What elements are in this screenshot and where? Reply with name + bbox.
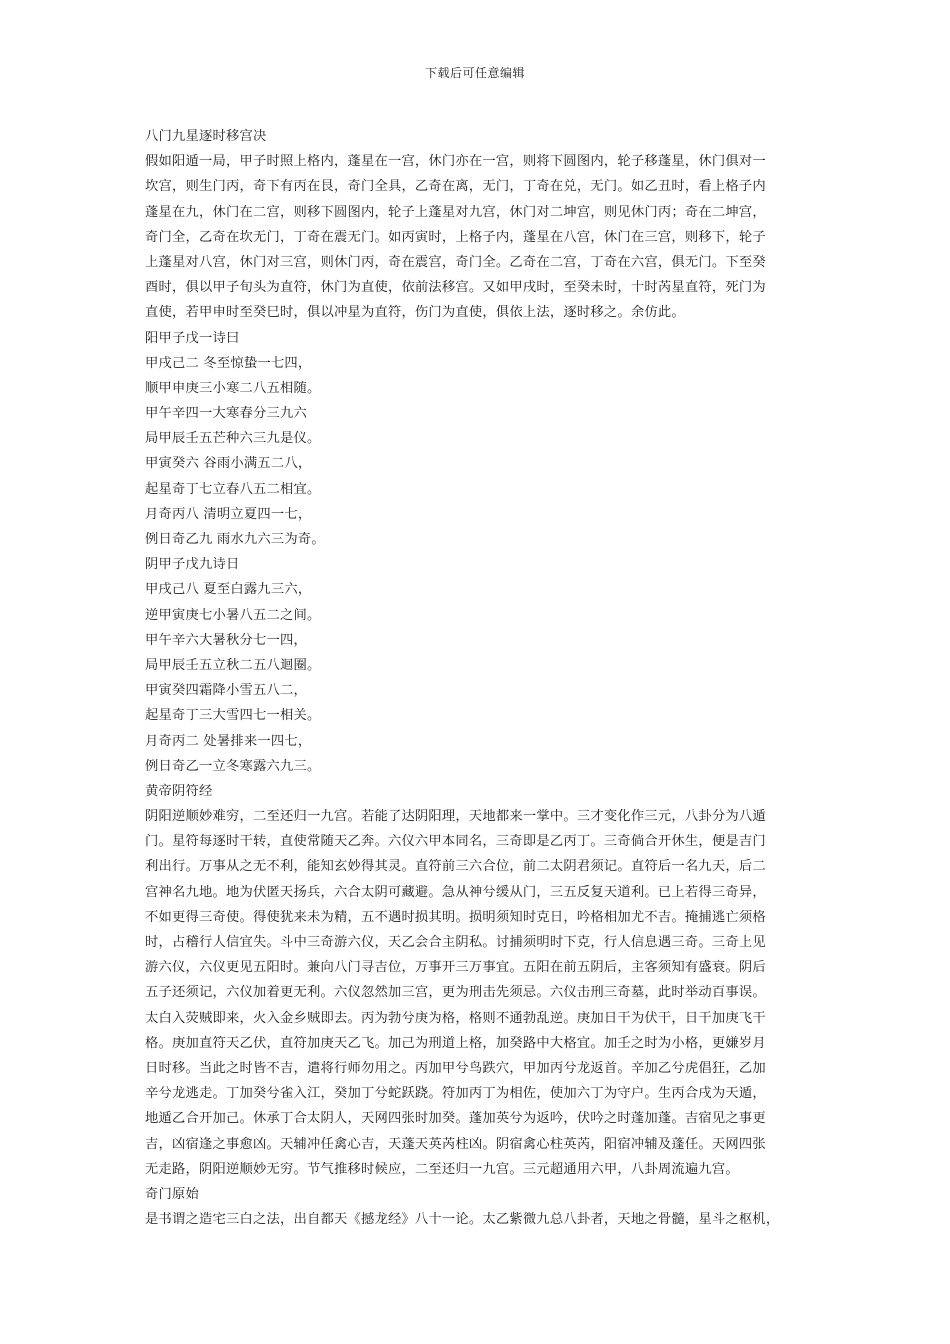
text-line: 辛兮龙逃走。丁加癸兮雀入江，癸加丁兮蛇跃跷。符加丙丁为相佐，使加六丁为守户。生丙合戌为天遁， — [145, 1086, 766, 1102]
text-line: 起星奇丁七立春八五二相宜。 — [145, 481, 321, 497]
text-line: 是书谓之造宅三白之法，出自都天《撼龙经》八十一论。太乙紫微九总八卦者，天地之骨髓，星斗之枢机， — [145, 1212, 780, 1228]
text-line: 不如更得三奇使。得使犹来未为精，五不遇时损其明。损明须知时克日，吟格相加尤不吉。掩捕逃亡须格 — [145, 909, 766, 925]
text-line: 甲午辛六大暑秋分七一四， — [145, 632, 307, 648]
text-line: 阴阳逆顺妙难穷，二至还归一九宫。若能了达阴阳理，天地都来一掌中。三才变化作三元，八卦分为八遁 — [145, 809, 766, 825]
text-line: 甲戌己八 夏至白露九三六， — [145, 582, 312, 598]
text-line: 逆甲寅庚七小暑八五二之间。 — [145, 607, 321, 623]
text-line: 顺甲申庚三小寒二八五相随。 — [145, 380, 321, 396]
document-body — [145, 124, 809, 1232]
text-line: 起星奇丁三大雪四七一相关。 — [145, 708, 321, 724]
text-line: 蓬星在九，休门在二宫，则移下圆图内，轮子上蓬星对九宫，休门对二坤宫，则见休门丙；奇在二坤宫， — [145, 204, 766, 220]
text-line: 奇门全，乙奇在坎无门，丁奇在震无门。如丙寅时，上格子内，蓬星在八宫，休门在三宫，则移下，轮子 — [145, 229, 766, 245]
text-line: 阴甲子戊九诗日 — [145, 557, 240, 573]
text-line: 例日奇乙九 雨水九六三为奇。 — [145, 532, 325, 547]
text-line: 时，占稽行人信宜失。斗中三奇游六仪，天乙会合主阴私。讨捕须明时下克，行人信息遇三奇。三奇上见 — [145, 935, 766, 950]
text-line: 假如阳遁一局，甲子时照上格内，蓬星在一宫，休门亦在一宫，则将下圆图内，轮子移蓬星，休门俱对一 — [145, 154, 766, 170]
text-line: 日时移。当此之时皆不吉，遣将行师勿用之。丙加甲兮鸟跌穴，甲加丙兮龙返首。辛加乙兮虎倡狂，乙加 — [145, 1060, 766, 1076]
text-line: 甲寅癸四霜降小雪五八二， — [145, 683, 307, 699]
text-line: 上蓬星对八宫，休门对三宫，则休门丙，奇在震宫，奇门全。乙奇在二宫，丁奇在六宫，俱无门。下至癸 — [145, 254, 766, 270]
text-line: 甲午辛四一大寒春分三九六 — [145, 406, 307, 422]
text-line: 太白入荧贼即来，火入金乡贼即去。丙为勃兮庚为格，格则不通勃乱逆。庚加日干为伏干，日干加庚飞干 — [145, 1010, 766, 1026]
text-line: 局甲辰壬五芒种六三九是仪。 — [145, 431, 321, 447]
text-line: 地遁乙合开加己。休承丁合太阴人，天网四张时加癸。蓬加英兮为返吟，伏吟之时蓬加蓬。吉宿见之事更 — [145, 1111, 766, 1127]
text-line: 八门九星逐时移宫决 — [145, 129, 267, 144]
page-header: 下载后可任意编辑 — [424, 66, 525, 80]
text-line: 月奇丙八 清明立夏四一七， — [145, 506, 312, 522]
text-line: 黄帝阴符经 — [145, 783, 213, 799]
text-line: 局甲辰壬五立秋二五八迴圈。 — [145, 657, 321, 673]
text-line: 月奇丙二 处暑排来一四七， — [145, 733, 312, 749]
text-line: 门。星符每逐时干转，直使常随天乙奔。六仪六甲本同名，三奇即是乙丙丁。三奇倘合开休生，便是吉门 — [145, 834, 766, 850]
text-line: 甲戌己二 冬至惊蛰一七四， — [145, 355, 312, 371]
text-line: 宫神名九地。地为伏匿天扬兵，六合太阴可藏避。急从神兮缓从门，三五反复天道利。已上若得三奇异， — [145, 884, 766, 900]
text-line: 酉时，俱以甲子旬头为直符，休门为直使，依前法移宫。又如甲戌时，至癸未时，十时芮星直符，死门为 — [145, 280, 766, 296]
text-line: 直使，若甲申时至癸巳时，俱以冲星为直符，伤门为直使，俱依上法，逐时移之。余仿此。 — [145, 305, 685, 321]
text-line: 无走路，阴阳逆顺妙无穷。节气推移时候应，二至还归一九宫。三元超通用六甲，八卦周流遍九宫。 — [145, 1161, 739, 1177]
text-line: 阳甲子戊一诗曰 — [145, 330, 240, 346]
text-line: 坎宫，则生门丙，奇下有丙在艮，奇门全具，乙奇在离，无门，丁奇在兑，无门。如乙丑时，看上格子内 — [145, 179, 766, 195]
text-line: 例日奇乙一立冬寒露六九三。 — [145, 758, 321, 774]
text-line: 甲寅癸六 谷雨小满五二八， — [145, 456, 312, 472]
text-line: 格。庚加直符天乙伏，直符加庚天乙飞。加己为刑道上格，加癸路中大格宜。加壬之时为小格，更嫌岁月 — [145, 1035, 766, 1051]
text-line: 利出行。万事从之无不利，能知玄妙得其灵。直符前三六合位，前二太阴君须记。直符后一名九天，后二 — [145, 859, 766, 875]
text-line: 游六仪，六仪更见五阳时。兼向八门寻吉位，万事开三万事宜。五阳在前五阴后，主客须知有盛衰。阴后 — [145, 960, 766, 976]
text-line: 五子还须记，六仪加着更无利。六仪忽然加三宫，更为刑击先须忌。六仪击刑三奇墓，此时举动百事误。 — [145, 985, 766, 1001]
text-line: 吉，凶宿逢之事愈凶。天辅冲任禽心吉，天蓬天英芮柱凶。阴宿禽心柱英芮，阳宿冲辅及蓬任。天网四张 — [145, 1136, 766, 1152]
text-line: 奇门原始 — [145, 1186, 199, 1202]
